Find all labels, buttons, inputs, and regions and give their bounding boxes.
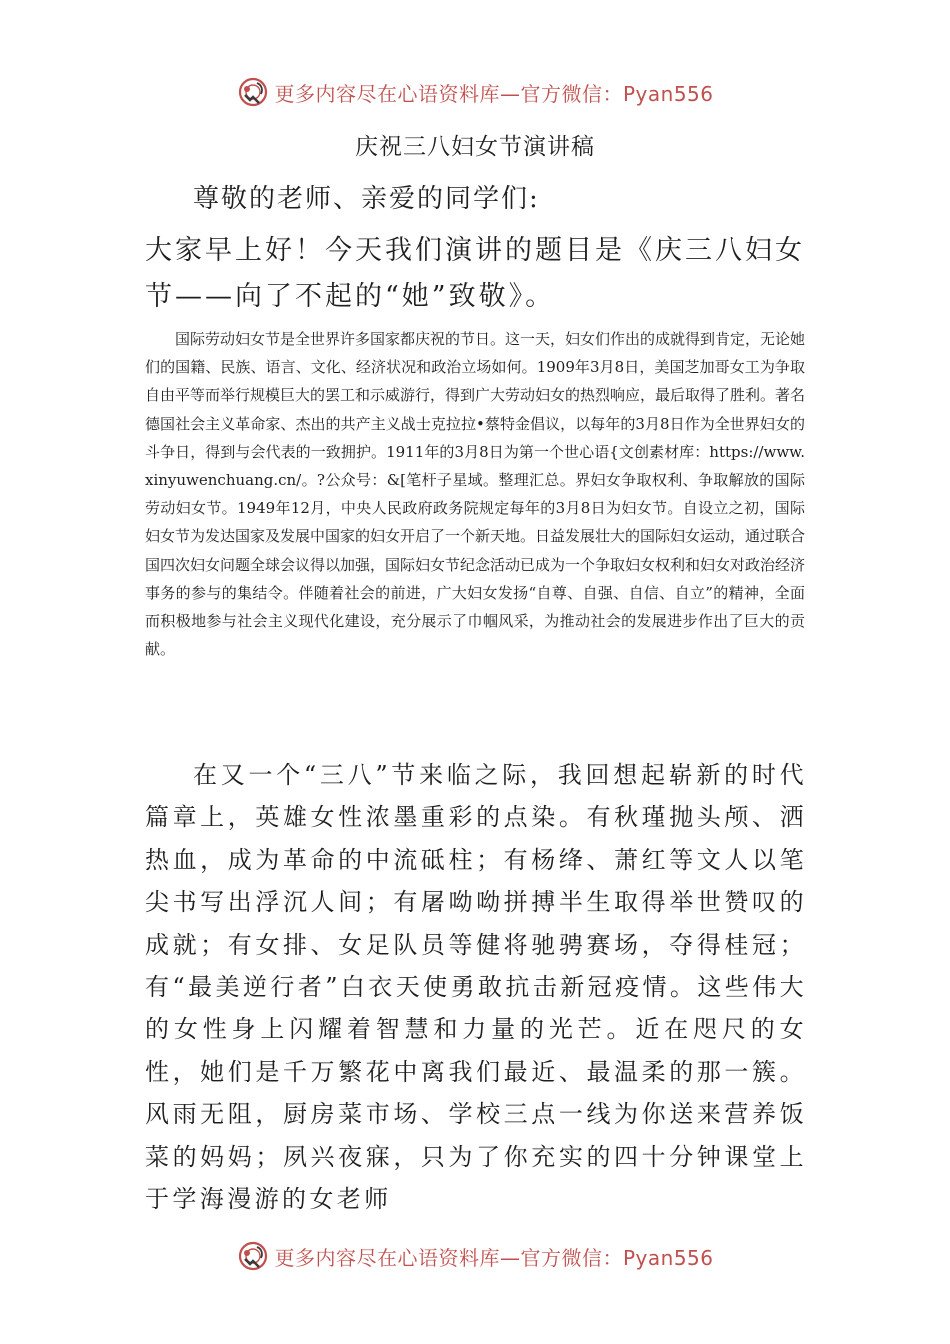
salutation: 尊敬的老师、亲爱的同学们: bbox=[193, 184, 540, 214]
wechat-id: Pyan556 bbox=[622, 1245, 714, 1270]
document-title: 庆祝三八妇女节演讲稿 bbox=[355, 134, 595, 160]
header-banner: 更多内容尽在心语资料库—官方微信：Pyan556 bbox=[274, 81, 714, 106]
speech-intro: 大家早上好！今天我们演讲的题目是《庆三八妇女节——向了不起的“她”致敬》。 bbox=[145, 235, 805, 312]
reader-logo-icon bbox=[236, 75, 270, 109]
paragraph-womens-day-history: 国际劳动妇女节是全世界许多国家都庆祝的节日。这一天，妇女们作出的成就得到肯定，无论她们的国籍、民族、语言、文化、经济状况和政治立场如何。1909年3月8日，美国芝加哥女工为争取自由平等而举行规模巨大的罢工和示威游行，得到广大劳动妇女的热烈响应，最后取得了胜利。著名德国社会主义革命家、杰出的共产主义战士克拉拉•蔡特金倡议，以每年的3月8日作为全世界妇女的斗争日，得到与会代表的一致拥护。1911年的3月8日为第一个世心语{文创素材库：https://www.xinyuwenchuang.cn/。?公众号：&[笔杆子星域。整理汇总。界妇女争取权利、争取解放的国际劳动妇女节。1949年12月，中央人民政府政务院规定每年的3月8日为妇女节。自设立之初，国际妇女节为发达国家及发展中国家的妇女开启了一个新天地。日益发展壮大的国际妇女运动，通过联合国四次妇女问题全球会议得以加强，国际妇女节纪念活动已成为一个争取妇女权利和妇女对政治经济事务的参与的集结令。伴随着社会的前进，广大妇女发扬“自尊、自强、自信、自立”的精神，全面而积极地参与社会主义现代化建设，充分展示了巾帼风采，为推动社会的发展进步作出了巨大的贡献。 bbox=[145, 330, 806, 659]
footer-banner: 更多内容尽在心语资料库—官方微信：Pyan556 bbox=[274, 1245, 714, 1270]
paragraph-heroic-women: 在又一个“三八”节来临之际，我回想起崭新的时代篇章上，英雄女性浓墨重彩的点染。有秋瑾抛头颅、洒热血，成为革命的中流砥柱；有杨绛、萧红等文人以笔尖书写出浮沉人间；有屠呦呦拼搏半生取得举世赞叹的成就；有女排、女足队员等健将驰骋赛场，夺得桂冠；有“最美逆行者”白衣天使勇敢抗击新冠疫情。这些伟大的女性身上闪耀着智慧和力量的光芒。近在咫尺的女性，她们是千万繁花中离我们最近、最温柔的那一簇。风雨无阻，厨房菜市场、学校三点一线为你送来营养饭菜的妈妈；夙兴夜寐，只为了你充实的四十分钟课堂上于学海漫游的女老师 bbox=[145, 761, 807, 1214]
wechat-id: Pyan556 bbox=[622, 81, 714, 106]
page-footer bbox=[0, 1236, 950, 1276]
reader-logo-icon bbox=[236, 1239, 270, 1273]
page-header bbox=[0, 72, 950, 112]
